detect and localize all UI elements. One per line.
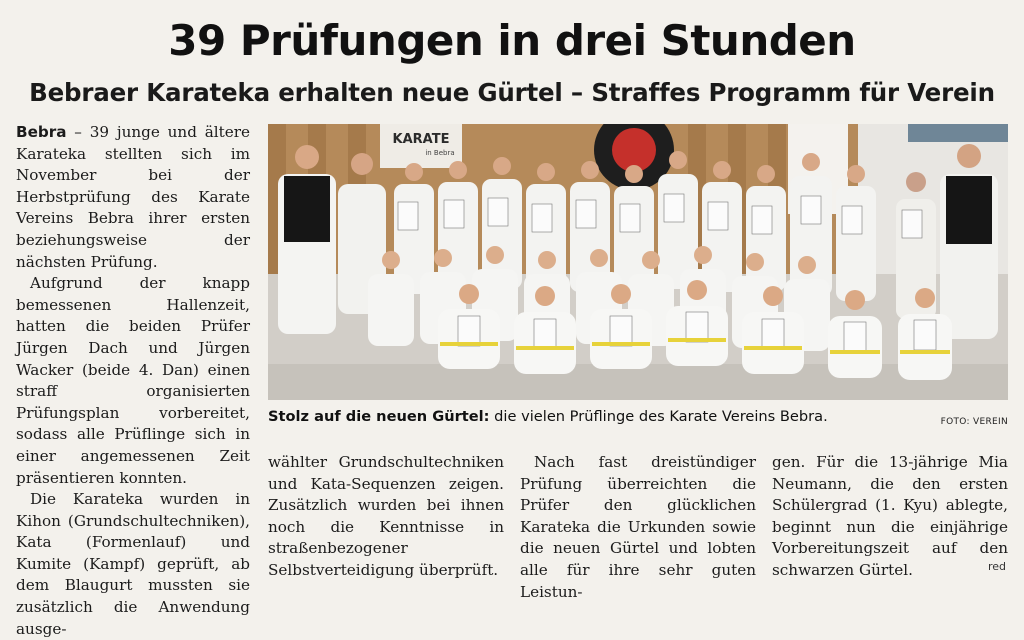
article-column-4 <box>772 452 1008 582</box>
dateline: Bebra <box>16 123 67 141</box>
banner-karate-text: KARATE <box>392 132 450 147</box>
caption-text: die vielen Prüflinge des Karate Vereins Bebra. <box>489 408 828 425</box>
paragraph-exam-plan: Aufgrund der knapp bemessenen Hallenzeit, hatten die beiden Prüfer Jürgen Dach und Jürgen Wacker (beide 4. Dan) einen straff organisierten Prüfungsplan vorbereitet, sodass alle Prüflinge sich in einer angemessenen Zeit präsentieren konnten. <box>16 274 250 487</box>
subheadline: Bebraer Karateka erhalten neue Gürtel – Straffes Programm für Verein <box>29 78 995 107</box>
author-initials: red <box>987 560 1006 573</box>
lead-paragraph <box>16 122 250 273</box>
paragraph-disciplines: Die Karateka wurden in Kihon (Grundschultechniken), Kata (Formenlauf) und Kumite (Kampf) geprüft, ab dem Blaugurt mussten sie zusätzlich die Anwendung ausge- <box>16 490 250 638</box>
paragraph-black-belt: gen. Für die 13-jährige Mia Neumann, die den ersten Schülergrad (1. Kyu) ablegte, beginnt nun die einjährige Vorbereitungszeit auf den schwarzen Gürtel. <box>772 453 1008 579</box>
caption-lead: Stolz auf die neuen Gürtel: <box>268 408 490 425</box>
lead-text: – 39 junge und ältere Karateka stellten sich im November bei der Herbstprüfung des Karate Vereins Bebra ihrer ersten beziehungsweise der nächsten Prüfung. <box>16 123 250 271</box>
group-photo-illustration <box>268 124 1008 400</box>
banner-karate-subtext: in Bebra <box>425 149 455 157</box>
article-column-1 <box>16 122 250 640</box>
photo-credit: FOTO: VEREIN <box>940 417 1008 427</box>
photo-caption <box>268 408 1008 425</box>
paragraph-selfdefense: wählter Grundschultechniken und Kata-Sequenzen zeigen. Zusätzlich wurden bei ihnen noch die Kenntnisse in straßenbezogener Selbstverteidigung überprüft. <box>268 453 504 579</box>
paragraph-certificates: Nach fast dreistündiger Prüfung überreichten die Prüfer den glücklichen Karateka die Urkunden sowie die neuen Gürtel und lobten alle für ihre sehr guten Leistun- <box>520 453 756 601</box>
article-column-2 <box>268 452 504 582</box>
group-photo <box>268 124 1008 400</box>
headline: 39 Prüfungen in drei Stunden <box>168 16 856 65</box>
article-column-3 <box>520 452 756 603</box>
